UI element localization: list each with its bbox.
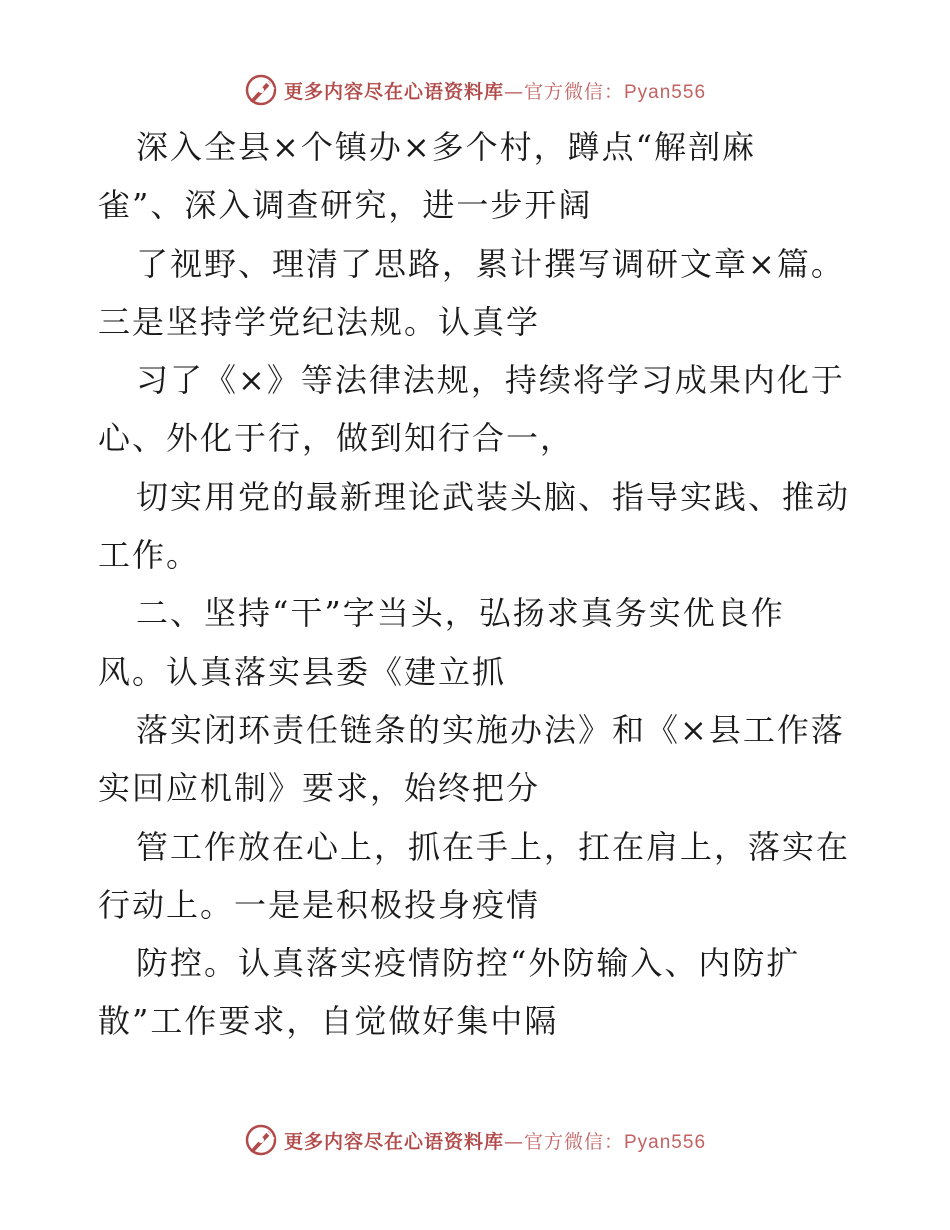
text-line: 落实闭环责任链条的实施办法》和《×县工作落	[136, 710, 845, 749]
text-line: 习了《×》等法律法规，持续将学习成果内化于	[136, 361, 845, 400]
text-line: 切实用党的最新理论武装头脑、指导实践、推动	[136, 477, 851, 516]
watermark-text	[284, 1127, 706, 1154]
text-line: 二、坚持“干”字当头，弘扬求真务实优良作	[136, 594, 785, 633]
watermark-wechat: 官方微信：Pyan556	[524, 1131, 707, 1153]
watermark-brand: 更多内容尽在心语资料库	[283, 80, 504, 103]
watermark-separator: —	[504, 1130, 524, 1153]
text-line: 行动上。一是是积极投身疫情	[98, 885, 541, 924]
text-line: 散”工作要求，自觉做好集中隔	[98, 1002, 559, 1041]
quill-pen-circle-logo-icon	[244, 73, 278, 107]
watermark-brand: 更多内容尽在心语资料库	[283, 1130, 504, 1153]
watermark-separator: —	[504, 80, 524, 103]
footer-watermark	[0, 1120, 950, 1160]
text-line: 心、外化于行，做到知行合一，	[98, 419, 575, 458]
text-line: 风。认真落实县委《建立抓	[98, 652, 507, 691]
header-watermark	[0, 70, 950, 110]
text-line: 工作。	[98, 536, 201, 575]
text-line: 实回应机制》要求，始终把分	[98, 769, 541, 808]
text-line: 深入全县×个镇办×多个村，蹲点“解剖麻	[136, 128, 756, 166]
document-body	[98, 118, 868, 1051]
text-line: 雀”、深入调查研究，进一步开阔	[98, 186, 593, 225]
text-line: 三是坚持学党纪法规。认真学	[98, 302, 541, 341]
quill-pen-circle-logo-icon	[244, 1123, 278, 1157]
text-line: 管工作放在心上，抓在手上，扛在肩上，落实在	[136, 827, 851, 866]
watermark-wechat: 官方微信：Pyan556	[524, 81, 707, 103]
text-line: 了视野、理清了思路，累计撰写调研文章×篇。	[136, 244, 845, 283]
text-line: 防控。认真落实疫情防控“外防输入、内防扩	[136, 944, 801, 983]
watermark-text	[284, 77, 706, 104]
